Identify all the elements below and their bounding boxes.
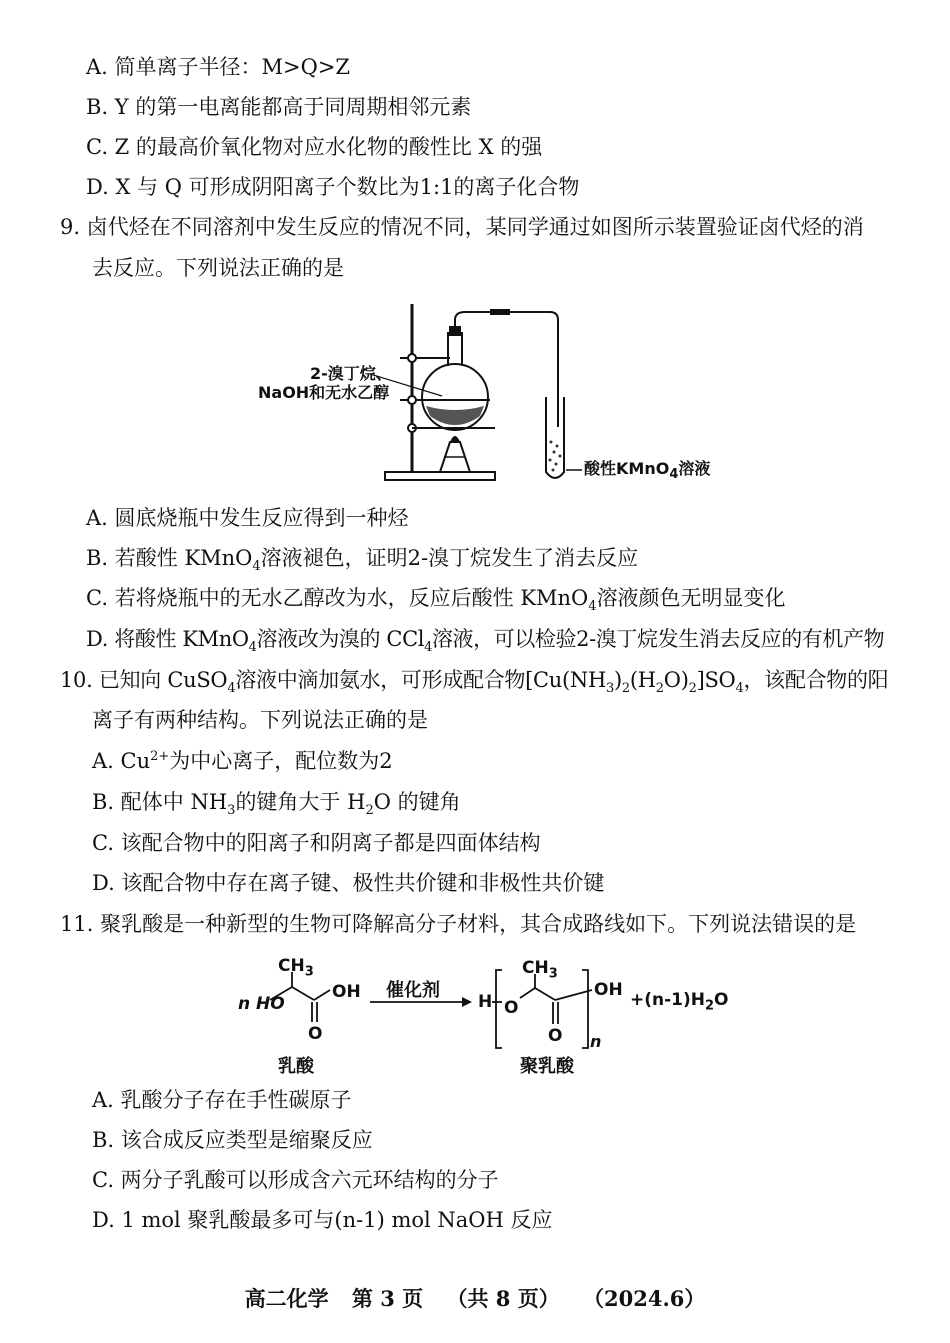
q11-stem: 11. 聚乳酸是一种新型的生物可降解高分子材料，其合成路线如下。下列说法错误的是 [60,912,857,936]
polymer-h: H [478,992,493,1012]
q8-option-a: A. 简单离子半径：M>Q>Z [86,55,351,79]
q9-apparatus-figure [250,292,710,492]
q10-option-b: B. 配体中 $NH_3$的键角大于 $H_2O$ 的键角 [92,790,461,819]
footer-page: 第 3 页 [351,1286,424,1311]
q9-option-d: D. 将酸性 KMnO$_4$溶液改为溴的 CCl$_4$溶液，可以检验2-溴丁烷发生消去反应的有机产物 [86,627,885,656]
water-product: $+(n-1)H_2O$ [630,990,729,1014]
polylactic-acid-label: 聚乳酸 [520,1056,574,1077]
q11-option-b: B. 该合成反应类型是缩聚反应 [92,1128,373,1152]
polymer-ester-o: O [504,998,519,1018]
polymer-ch3: $CH_3$ [522,958,558,982]
q10-stem-line1: 10. 已知向 CuSO$_4$溶液中滴加氨水，可形成配合物$[Cu(NH_3)_2(H_2O)_2]SO_4$，该配合物的阳 [60,668,889,697]
lactic-acid-label: 乳酸 [278,1056,314,1077]
q11-option-a: A. 乳酸分子存在手性碳原子 [92,1088,352,1112]
footer-subject: 高二化学 [244,1286,329,1311]
lactic-carbonyl-o: O [308,1024,323,1044]
q10-option-a: A. $Cu^{2+}$为中心离子，配位数为2 [92,749,393,773]
q11-option-c: C. 两分子乳酸可以形成含六元环结构的分子 [92,1168,499,1192]
footer-total: （共 8 页） [446,1286,560,1311]
q8-option-d: D. X 与 Q 可形成阴阳离子个数比为1:1的离子化合物 [86,175,580,199]
q8-option-b: B. Y 的第一电离能都高于同周期相邻元素 [86,95,472,119]
catalyst-label: 催化剂 [386,980,440,1001]
polymer-n-subscript: n [590,1032,602,1051]
flask-label-line1: 2-溴丁烷、 [310,364,392,383]
lactic-oh: OH [332,982,361,1002]
flask-label-line2: NaOH和无水乙醇 [258,383,390,402]
q10-option-c: C. 该配合物中的阳离子和阴离子都是四面体结构 [92,831,541,855]
q9-option-b: B. 若酸性 KMnO$_4$溶液褪色，证明2-溴丁烷发生了消去反应 [86,546,639,575]
test-tube-label: 酸性KMnO$_4$溶液 [584,459,711,483]
page-footer [0,1283,950,1313]
q9-option-c: C. 若将烧瓶中的无水乙醇改为水，反应后酸性 KMnO$_4$溶液颜色无明显变化 [86,586,786,615]
q11-option-d: D. 1 mol 聚乳酸最多可与(n-1) mol NaOH 反应 [92,1208,553,1232]
q9-option-a: A. 圆底烧瓶中发生反应得到一种烃 [86,506,409,530]
q9-stem-line2: 去反应。下列说法正确的是 [92,256,344,280]
q11-reaction-scheme [230,950,750,1080]
q8-option-c: C. Z 的最高价氧化物对应水化物的酸性比 X 的强 [86,135,543,159]
polymer-oh: OH [594,980,623,1000]
lactic-ch3: $CH_3$ [278,956,314,980]
footer-date: （2024.6） [583,1286,706,1311]
q10-stem-line2: 离子有两种结构。下列说法正确的是 [92,708,428,732]
polymer-carbonyl-o: O [548,1026,563,1046]
lactic-n-ho: n HO [238,994,285,1014]
q10-option-d: D. 该配合物中存在离子键、极性共价键和非极性共价键 [92,871,605,895]
q9-stem-line1: 9. 卤代烃在不同溶剂中发生反应的情况不同，某同学通过如图所示装置验证卤代烃的消 [60,215,864,239]
